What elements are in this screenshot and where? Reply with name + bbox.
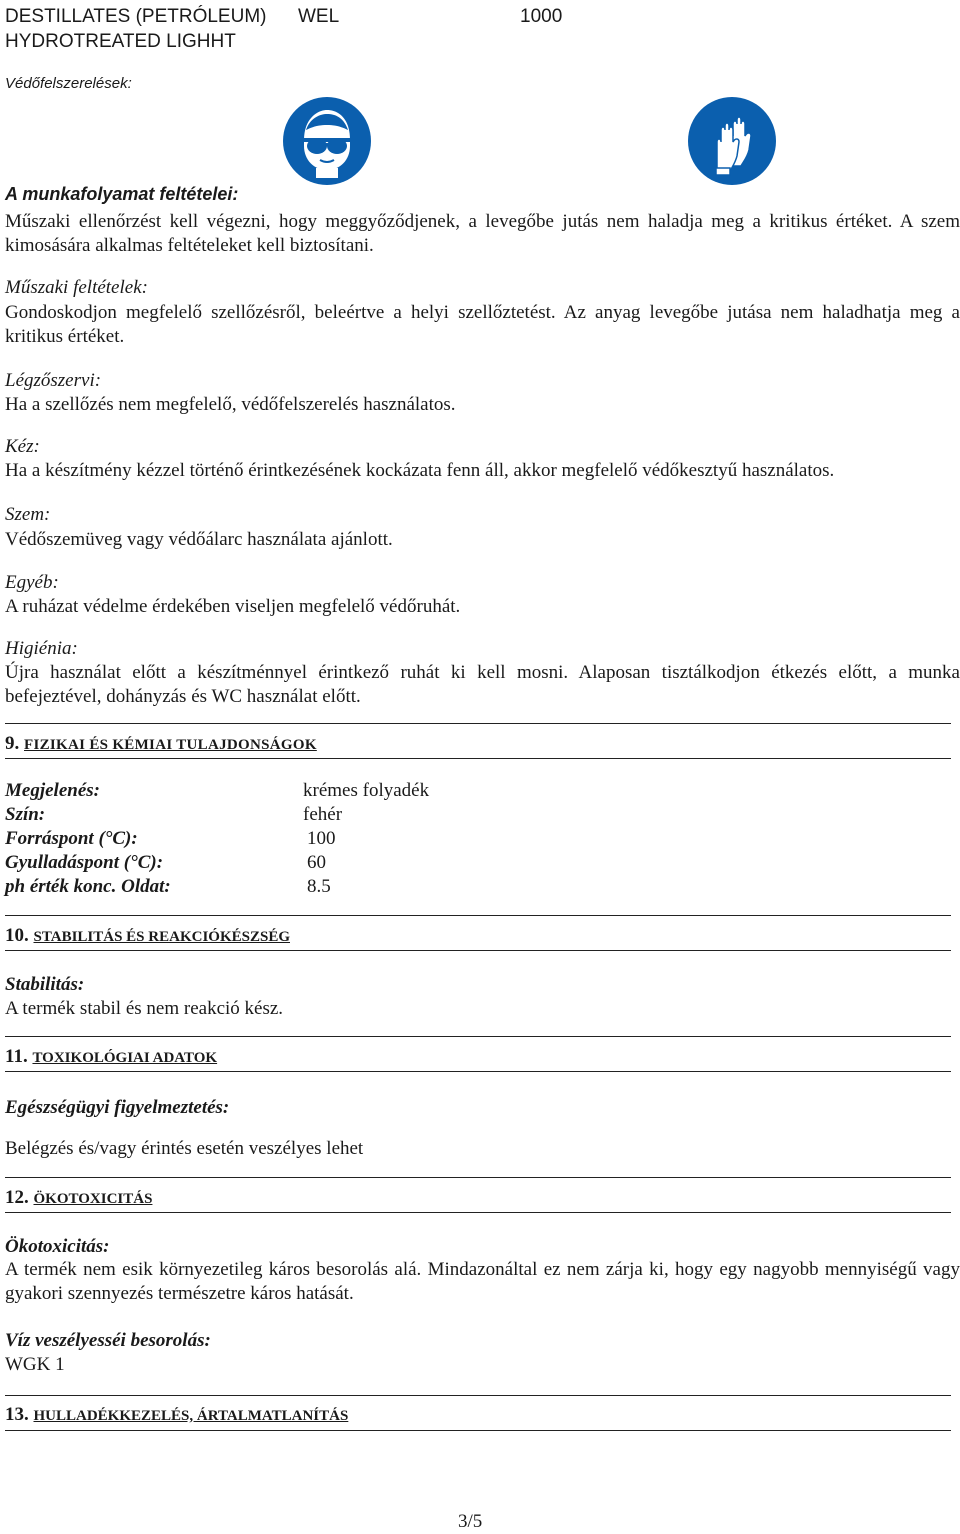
section-13-heading: [5, 1403, 348, 1428]
section-11-heading: [5, 1045, 217, 1070]
property-label: Szín:: [5, 804, 46, 825]
hygiene-text: Újra használat előtt a készítménnyel érintkező ruhát ki kell mosni. Alaposan tisztálkodjon étkezés előtt, a munka befejeztével, dohányzás és WC használat előtt.: [5, 662, 960, 707]
section-10-number: 10.: [5, 925, 34, 946]
eye-title: Szem:: [5, 504, 51, 525]
section-13-bottom-rule: [5, 1430, 951, 1431]
ecotoxicity-title: Ökotoxicitás:: [5, 1236, 110, 1257]
supplier-code: WEL: [298, 6, 340, 27]
section-11-number: 11.: [5, 1046, 33, 1067]
product-name-line2: HYDROTREATED LIGHHT: [5, 31, 236, 52]
property-label: Megjelenés:: [5, 780, 100, 801]
property-label: ph érték konc. Oldat:: [5, 876, 171, 897]
property-value: krémes folyadék: [303, 780, 430, 801]
water-hazard-value: WGK 1: [5, 1354, 65, 1375]
section-9-heading: [5, 732, 317, 757]
technical-title: Műszaki feltételek:: [5, 277, 148, 298]
section-10-top-rule: [5, 915, 951, 916]
work-conditions-text: Műszaki ellenőrzést kell végezni, hogy meggyőződjenek, a levegőbe jutás nem haladja meg a kritikus értéket. A szem kimosására alkalmas feltételeket kell biztosítani.: [5, 211, 960, 256]
goggles-mandatory-icon: [282, 96, 372, 186]
water-hazard-title: Víz veszélyesséi besorolás:: [5, 1330, 211, 1351]
respiratory-text: Ha a szellőzés nem megfelelő, védőfelszerelés használatos.: [5, 394, 456, 415]
other-title: Egyéb:: [5, 572, 59, 593]
section-13-title: HULLADÉKKEZELÉS, ÁRTALMATLANÍTÁS: [33, 1408, 349, 1424]
section-12-title: ÖKOTOXICITÁS: [33, 1191, 153, 1207]
other-text: A ruházat védelme érdekében viseljen megfelelő védőruhát.: [5, 596, 461, 617]
section-11-bottom-rule: [5, 1071, 951, 1072]
page-number: 3/5: [458, 1511, 483, 1532]
section-9-title: FIZIKAI ÉS KÉMIAI TULAJDONSÁGOK: [24, 737, 317, 753]
health-warning-title: Egészségügyi figyelmeztetés:: [5, 1097, 230, 1118]
section-13-top-rule: [5, 1395, 951, 1396]
product-number: 1000: [520, 6, 563, 27]
hygiene-title: Higiénia:: [5, 638, 78, 659]
property-label: Gyulladáspont (°C):: [5, 852, 164, 873]
property-label: Forráspont (°C):: [5, 828, 138, 849]
gloves-mandatory-icon: [687, 96, 777, 186]
section-9-top-rule: [5, 723, 951, 724]
hand-text: Ha a készítmény kézzel történő érintkezésének kockázata fenn áll, akkor megfelelő védőkesztyű használatos.: [5, 460, 835, 481]
property-value: fehér: [303, 804, 343, 825]
property-value: 100: [307, 828, 336, 849]
respiratory-title: Légzőszervi:: [5, 370, 102, 391]
property-row: [5, 779, 705, 803]
product-name-line1: DESTILLATES (PETRÓLEUM): [5, 6, 267, 27]
ecotoxicity-text: A termék nem esik környezetileg káros besorolás alá. Mindazonáltal ez nem zárja ki, hogy egy nagyobb mennyiségű vagy gyakori szennyezés természetre káros hatását.: [5, 1259, 960, 1304]
property-value: 60: [307, 852, 326, 873]
section-10-heading: [5, 924, 290, 949]
section-12-bottom-rule: [5, 1212, 951, 1213]
section-10-bottom-rule: [5, 950, 951, 951]
stability-text: A termék stabil és nem reakció kész.: [5, 998, 284, 1019]
section-12-number: 12.: [5, 1187, 34, 1208]
eye-text: Védőszemüveg vagy védőálarc használata ajánlott.: [5, 529, 393, 550]
technical-text: Gondoskodjon megfelelő szellőzésről, beleértve a helyi szellőztetést. Az anyag levegőbe jutása nem haladhatja meg a kritikus értéket.: [5, 302, 960, 347]
section-13-number: 13.: [5, 1404, 34, 1425]
section-12-top-rule: [5, 1177, 951, 1178]
product-name: [5, 4, 266, 54]
section-9-number: 9.: [5, 733, 24, 754]
section-9-bottom-rule: [5, 758, 951, 759]
property-row: [5, 875, 705, 899]
property-value: 8.5: [307, 876, 331, 897]
section-11-top-rule: [5, 1036, 951, 1037]
section-10-title: STABILITÁS ÉS REAKCIÓKÉSZSÉG: [33, 929, 290, 945]
work-conditions-title: A munkafolyamat feltételei:: [5, 184, 239, 204]
property-row: [5, 851, 705, 875]
hand-title: Kéz:: [5, 436, 40, 457]
section-11-title: TOXIKOLÓGIAI ADATOK: [32, 1050, 218, 1066]
ppe-label: Védőfelszerelések:: [5, 75, 132, 92]
stability-title: Stabilitás:: [5, 974, 85, 995]
property-row: [5, 827, 705, 851]
property-row: [5, 803, 705, 827]
section-12-heading: [5, 1186, 152, 1211]
health-warning-text: Belégzés és/vagy érintés esetén veszélyes lehet: [5, 1138, 364, 1159]
